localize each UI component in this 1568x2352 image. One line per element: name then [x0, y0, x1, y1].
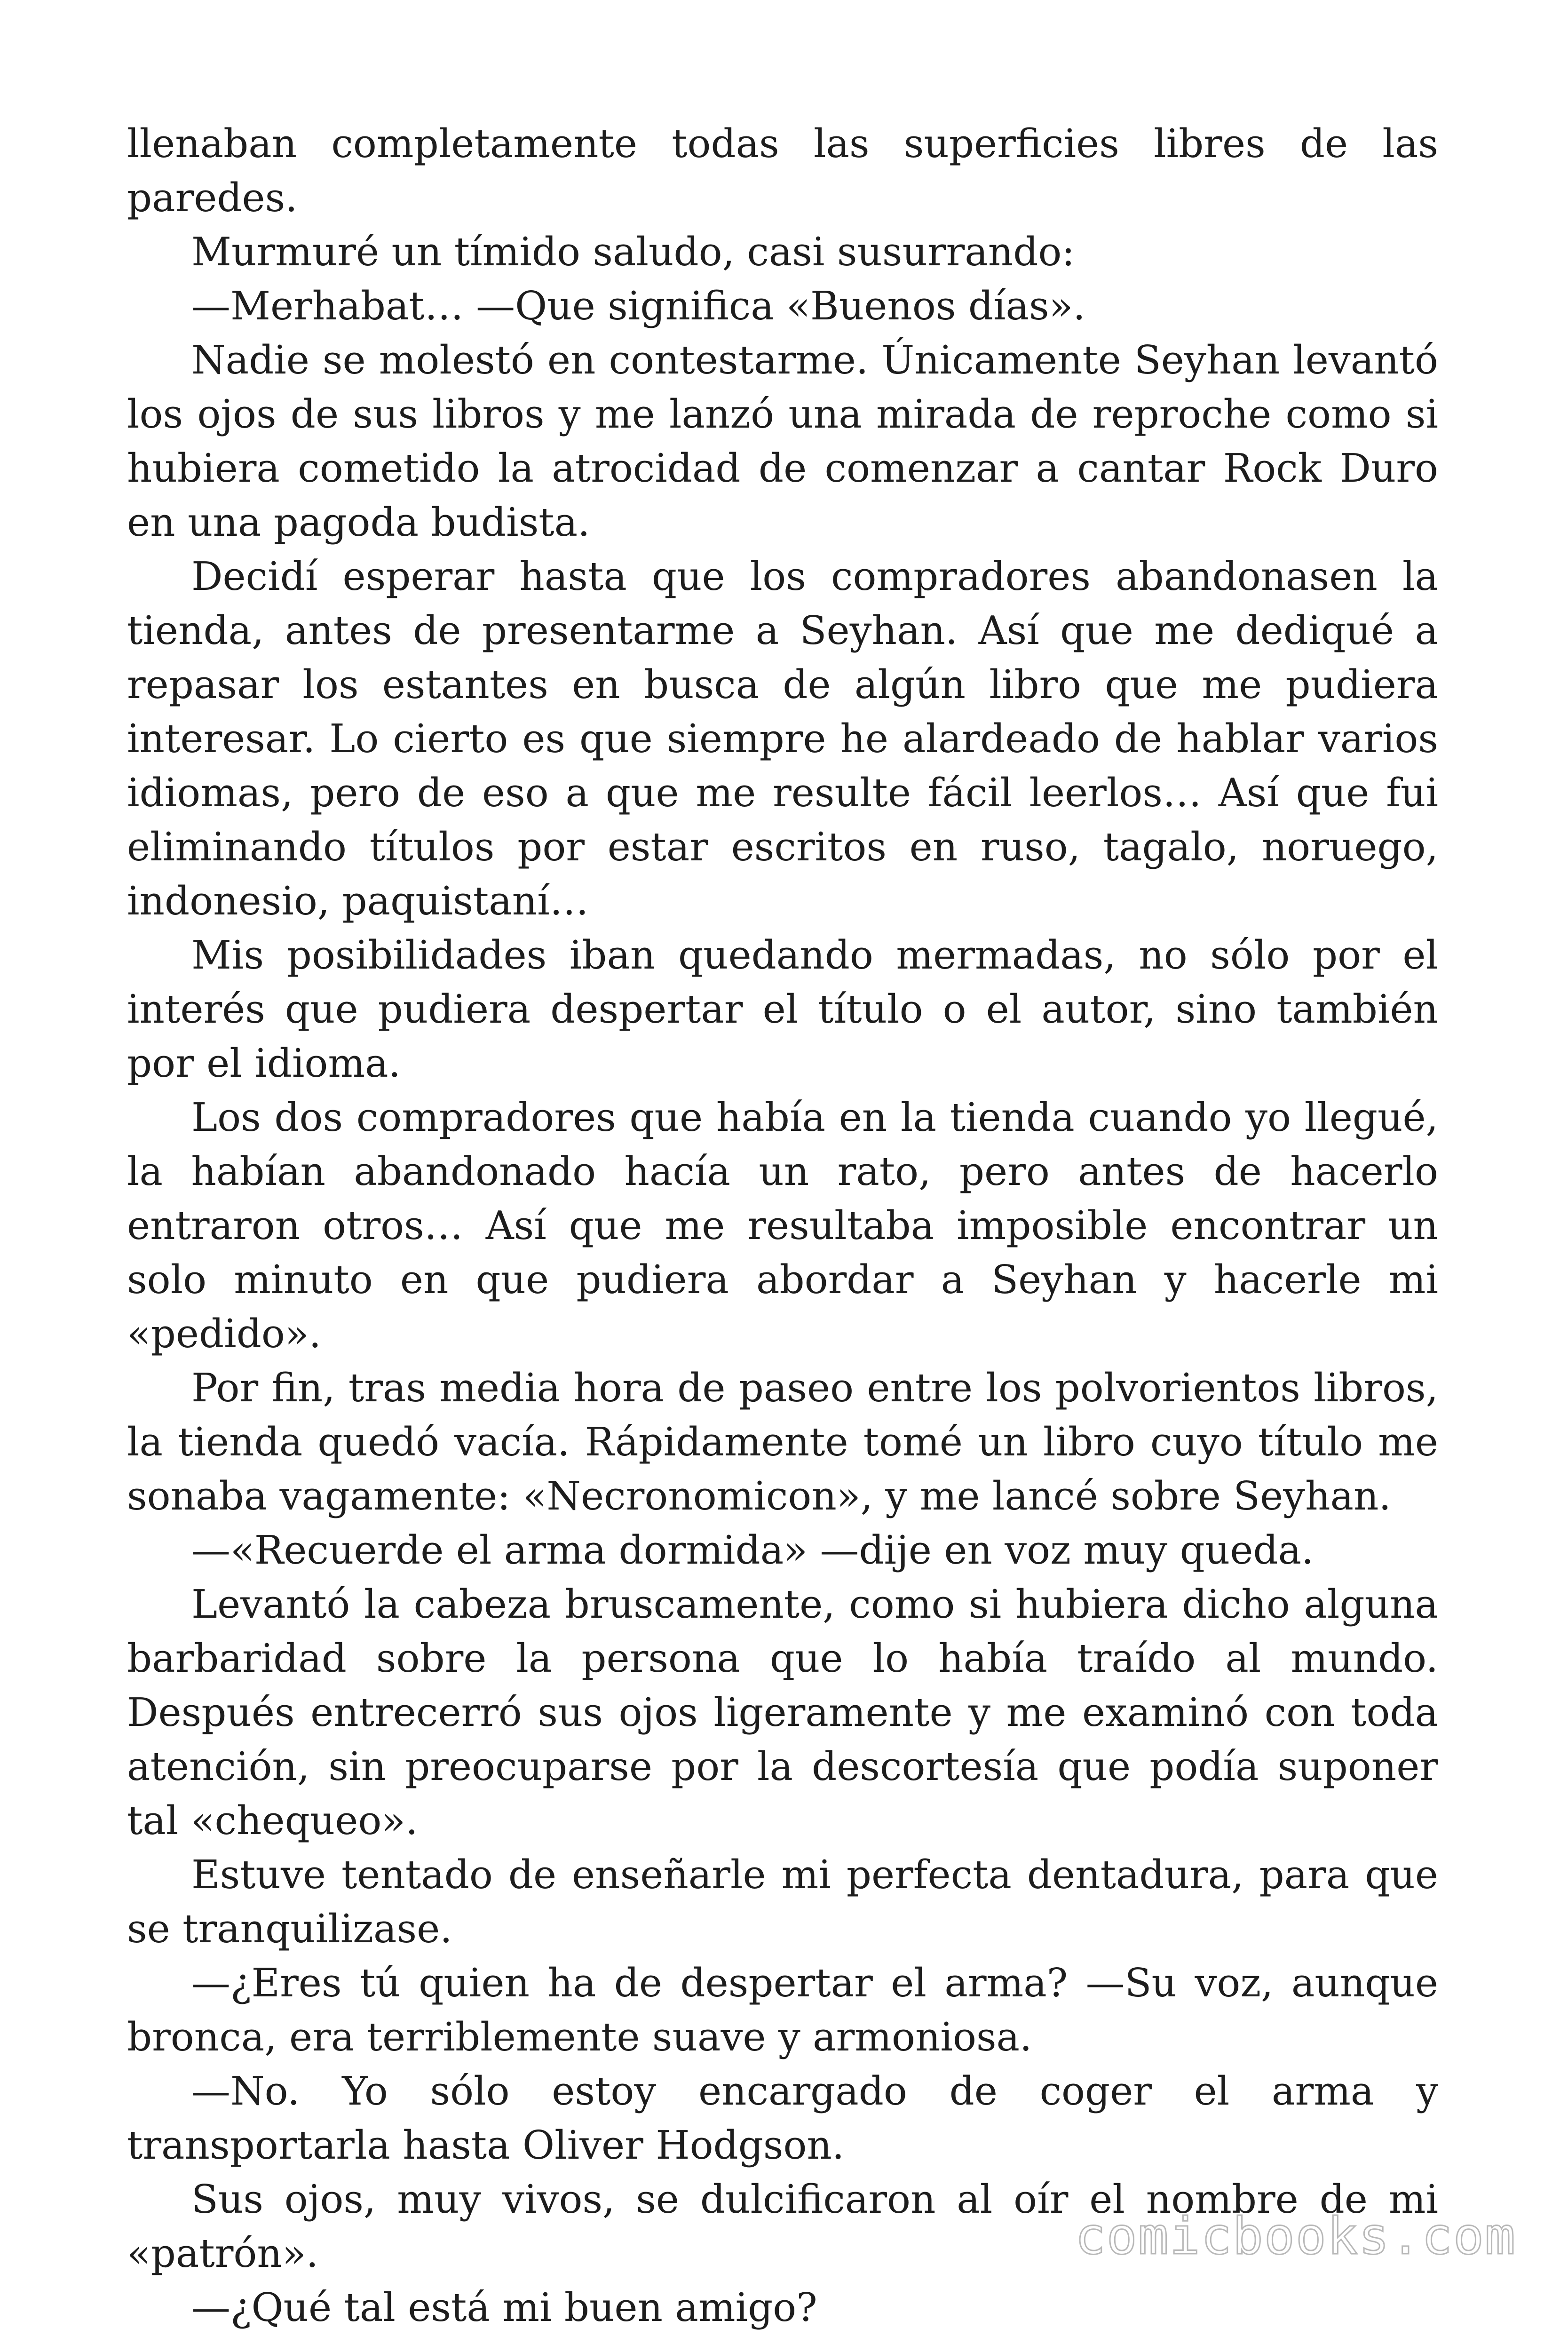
page-text [127, 117, 1438, 2335]
paragraph-15: —¿Qué tal está mi buen amigo? [191, 2285, 817, 2330]
paragraph-7: Los dos compradores que había en la tienda cuando yo llegué, la habían abandonado hacía un rato, pero antes de hacerlo entraron otros… Así que me resultaba imposible encontrar un solo minuto en que pudiera abordar a Seyhan y hacerle mi «pedido». [127, 1095, 1438, 1357]
paragraph-4: Nadie se molestó en contestarme. Únicamente Seyhan levantó los ojos de sus libros y me lanzó una mirada de reproche como si hubiera cometido la atrocidad de comenzar a cantar Rock Duro en una pagoda budista. [127, 337, 1438, 545]
watermark-text: comicbooks.com [1075, 2207, 1516, 2266]
paragraph-8: Por fin, tras media hora de paseo entre los polvorientos libros, la tienda quedó vacía. Rápidamente tomé un libro cuyo título me sonaba vagamente: «Necronomicon», y me lancé sobre Seyhan. [127, 1365, 1438, 1519]
paragraph-11: Estuve tentado de enseñarle mi perfecta dentadura, para que se tranquilizase. [127, 1852, 1438, 1952]
paragraph-6: Mis posibilidades iban quedando mermadas, no sólo por el interés que pudiera despertar el título o el autor, sino también por el idioma. [127, 932, 1438, 1086]
paragraph-14: Sus ojos, muy vivos, se dulcificaron al oír el nombre de mi «patrón». [127, 2177, 1438, 2276]
paragraph-13: —No. Yo sólo estoy encargado de coger el arma y transportarla hasta Oliver Hodgson. [127, 2068, 1438, 2168]
paragraph-10: Levantó la cabeza bruscamente, como si hubiera dicho alguna barbaridad sobre la persona que lo había traído al mundo. Después entrecerró sus ojos ligeramente y me examinó con toda atención, sin preocuparse por la descortesía que podía suponer tal «chequeo». [127, 1581, 1438, 1843]
paragraph-2: Murmuré un tímido saludo, casi susurrando: [191, 229, 1075, 275]
paragraph-3: —Merhabat… —Que significa «Buenos días». [191, 283, 1085, 329]
paragraph-12: —¿Eres tú quien ha de despertar el arma? —Su voz, aunque bronca, era terriblemente suave y armoniosa. [127, 1960, 1438, 2060]
paragraph-1: llenaban completamente todas las superficies libres de las paredes. [127, 121, 1438, 221]
paragraph-9: —«Recuerde el arma dormida» —dije en voz muy queda. [191, 1527, 1314, 1573]
paragraph-5: Decidí esperar hasta que los compradores abandonasen la tienda, antes de presentarme a Seyhan. Así que me dediqué a repasar los estantes en busca de algún libro que me pudiera interesar. Lo cierto es que siempre he alardeado de hablar varios idiomas, pero de eso a que me resulte fácil leerlos… Así que fui eliminando títulos por estar escritos en ruso, tagalo, noruego, indonesio, paquistaní… [127, 554, 1438, 924]
